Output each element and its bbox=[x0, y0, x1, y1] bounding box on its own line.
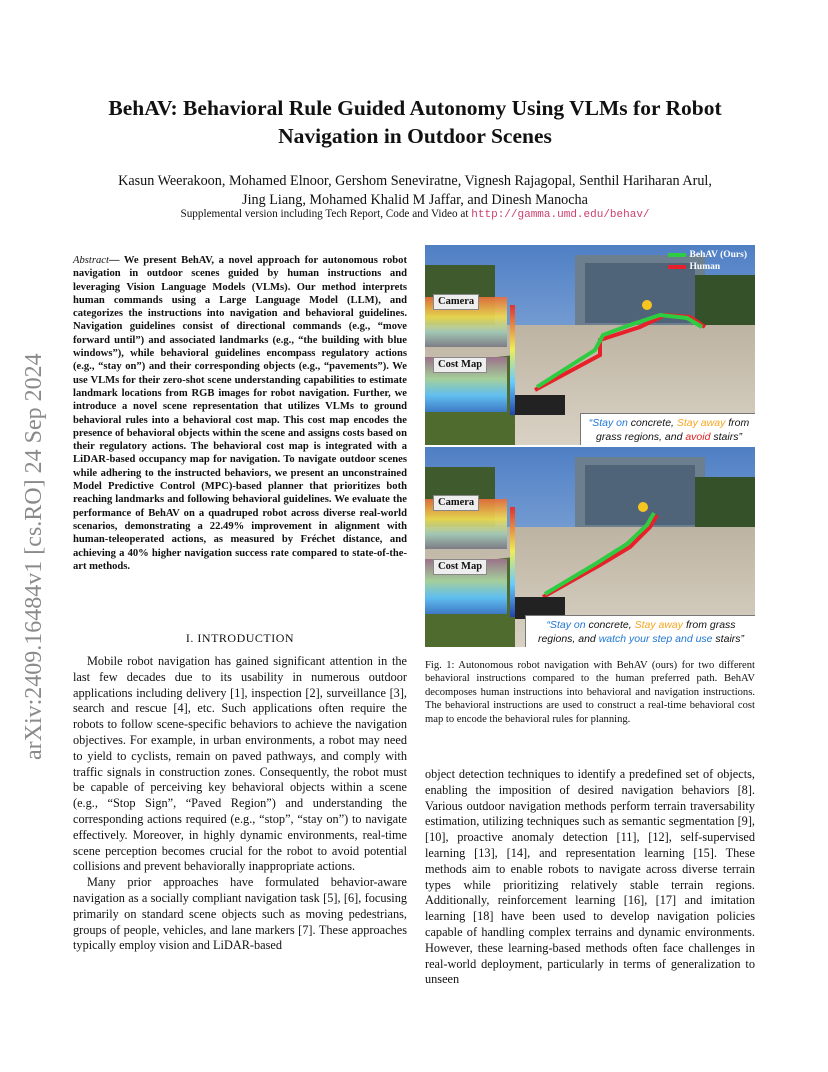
figure-caption: Fig. 1: Autonomous robot navigation with BehAV (ours) for two different behavioral instructions compared to the human preferred path. BehAV decomposes human instructions into behavioral and navigation instructions. The behavioral instructions are used to construct a real-time behavioral cost map to encode the behavioral rules for planning. bbox=[425, 660, 755, 725]
intro-paragraph-2: Many prior approaches have formulated behavior-aware navigation as a socially compliant navigation task [5], [6], focusing primarily on standard scene objects such as moving pedestrians, groups of people, vehicles, and lane markers [7]. These approaches typically employ vision and LiDAR-based bbox=[73, 875, 407, 953]
label-camera-top: Camera bbox=[433, 294, 479, 310]
label-camera-bottom: Camera bbox=[433, 495, 479, 511]
legend-human: Human bbox=[689, 262, 721, 272]
figure-panel-top bbox=[425, 245, 755, 445]
authors-line-1: Kasun Weerakoon, Mohamed Elnoor, Gershom Seneviratne, Vignesh Rajagopal, Senthil Hariharan Arul, bbox=[118, 173, 712, 189]
label-costmap-top: Cost Map bbox=[433, 357, 487, 373]
figure-1 bbox=[425, 245, 755, 649]
right-column-body bbox=[425, 767, 755, 988]
supplemental-text: Supplemental version including Tech Report, Code and Video at bbox=[180, 208, 472, 220]
section-heading-introduction: I. INTRODUCTION bbox=[185, 631, 295, 645]
arxiv-identifier bbox=[9, 280, 51, 770]
arxiv-id-text: arXiv:2409.16484v1 [cs.RO] 24 Sep 2024 bbox=[21, 353, 47, 760]
label-costmap-bottom: Cost Map bbox=[433, 559, 487, 575]
author-list bbox=[90, 172, 740, 210]
instruction-box-top: “Stay on concrete, Stay away from grass regions, and avoid stairs” bbox=[580, 413, 755, 445]
authors-line-2: Jing Liang, Mohamed Khalid M Jaffar, and Dinesh Manocha bbox=[242, 192, 588, 208]
legend-swatch-ours bbox=[668, 253, 686, 257]
abstract bbox=[73, 254, 407, 573]
introduction-body bbox=[73, 654, 407, 954]
instruction-box-bottom: “Stay on concrete, Stay away from grass regions, and watch your step and use stairs” bbox=[525, 615, 755, 647]
legend-swatch-human bbox=[668, 265, 686, 269]
paper-title: BehAV: Behavioral Rule Guided Autonomy Using VLMs for Robot Navigation in Outdoor Scenes bbox=[108, 96, 722, 148]
intro-paragraph-1: Mobile robot navigation has gained significant attention in the last few decades due to its usability in numerous outdoor applications including delivery [1], inspection [2], surveillance [3], search and rescue [4], etc. Such applications often require the robots to follow scene-specific behaviors to achieve the navigation objectives. For example, in urban environments, a robot may need to yield to cyclists, remain on paved pathways, and comply with traffic signals in construction zones. Consequently, the robot must be capable of perceiving key behavioral objects within a scene (e.g., “Stop Sign”, “Paved Region”) and understanding the corresponding actions required (e.g., “stop”, “stay on”) to navigate effectively. Moreover, in highly dynamic environments, real-time scene perception becomes crucial for the robot to avoid potential collisions and prevent behaviorally inappropriate actions. bbox=[73, 654, 407, 874]
abstract-label: Abstract bbox=[73, 255, 109, 266]
abstract-text: — We present BehAV, a novel approach for autonomous robot navigation in outdoor scenes guided by human instructions and leveraging Vision Language Models (VLMs). Our method interprets human commands using a Large Language Model (LLM), and categorizes the instructions into navigation and behavioral guidelines. Navigation guidelines consist of directional commands (e.g., “move forward until”) and associated landmarks (e.g., “the building with blue windows”), while behavioral guidelines encompass regulatory actions (e.g., “stay on”) and their corresponding objects (e.g., “pavements”). We use VLMs for their zero-shot scene understanding capabilities to estimate landmark locations from RGB images for robot navigation. Further, we introduce a novel scene representation that utilizes VLMs to ground behavioral rules into a behavioral cost map. This cost map encodes the presence of behavioral objects within the scene and assigns costs based on their regulatory actions. The behavioral cost map is integrated with a LiDAR-based occupancy map for navigation. To navigate outdoor scenes while adhering to the instructed behaviors, we present an unconstrained Model Predictive Control (MPC)-based planner that prioritizes both reaching landmarks and following behavioral guidelines. We evaluate the performance of BehAV on a quadruped robot across diverse real-world scenarios, demonstrating a 22.49% improvement in alignment with human-teleoperated actions, as measured by Fréchet distance, and achieving a 40% higher navigation success rate compared to state-of-the-art methods. bbox=[73, 255, 407, 572]
supplemental-link[interactable]: http://gamma.umd.edu/behav/ bbox=[471, 209, 650, 221]
legend-ours: BehAV (Ours) bbox=[689, 250, 747, 260]
figure-legend bbox=[668, 249, 747, 273]
figure-panel-bottom bbox=[425, 447, 755, 647]
right-paragraph-1: object detection techniques to identify a predefined set of objects, enabling the imposition of desired navigation behaviors [8]. Various outdoor navigation methods perform terrain traversability estimation, utilizing techniques such as semantic segmentation [9], [10], proactive anomaly detection [11], [12], self-supervised learning [13], [14], and representation learning [15]. These methods aim to enable robots to navigate across diverse terrain types while prioritizing relatively stable terrain regions. Additionally, reinforcement learning [16], [17] and imitation learning [18] have been used to develop navigation policies capable of handling complex terrains and dynamic environments. However, these learning-based methods often face challenges in real-world deployment, particularly in terms of generalization to unseen bbox=[425, 767, 755, 987]
supplemental-note bbox=[90, 208, 740, 221]
